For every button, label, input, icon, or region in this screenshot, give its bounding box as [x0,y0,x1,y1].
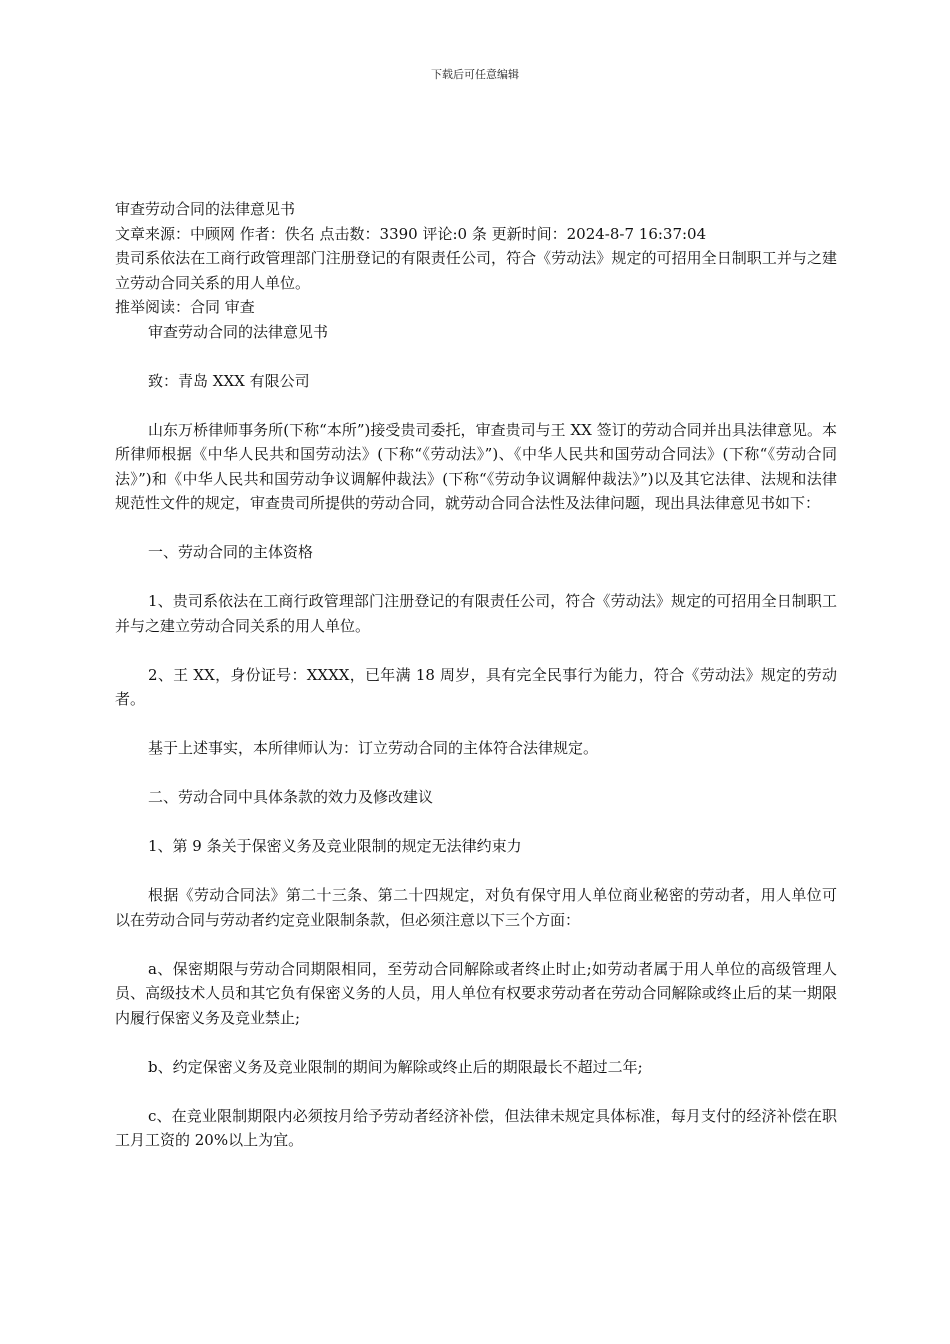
article-summary: 贵司系依法在工商行政管理部门注册登记的有限责任公司，符合《劳动法》规定的可招用全日制职工并与之建立劳动合同关系的用人单位。 [115,249,837,292]
opening-paragraph: 山东万桥律师事务所(下称“本所”)接受贵司委托，审查贵司与王 XX 签订的劳动合同并出具法律意见。本所律师根据《中华人民共和国劳动法》(下称“《劳动法》”)、《中华人民共和国劳动合同法》(下称“《劳动合同法》”)和《中华人民共和国劳动争议调解仲裁法》(下称“《劳动争议调解仲裁法》”)以及其它法律、法规和法律规范性文件的规定，审查贵司所提供的劳动合同，就劳动合同合法性及法律问题，现出具法律意见书如下： [115,420,837,512]
article-title: 审查劳动合同的法律意见书 [115,200,296,218]
point-c: c、在竞业限制期限内必须按月给予劳动者经济补偿，但法律未规定具体标准，每月支付的经济补偿在职工月工资的 20%以上为宜。 [115,1106,837,1149]
section1-item-employee: 2、王 XX，身份证号：XXXX，已年满 18 周岁，具有完全民事行为能力，符合《劳动法》规定的劳动者。 [115,665,837,708]
section1-conclusion: 基于上述事实，本所律师认为：订立劳动合同的主体符合法律规定。 [148,739,599,757]
section1-item-employer: 1、贵司系依法在工商行政管理部门注册登记的有限责任公司，符合《劳动法》规定的可招用全日制职工并与之建立劳动合同关系的用人单位。 [115,592,837,635]
section-heading-clause-validity: 二、劳动合同中具体条款的效力及修改建议 [148,788,434,806]
section2-item-confidentiality: 1、第 9 条关于保密义务及竞业限制的规定无法律约束力 [148,837,522,855]
point-b: b、约定保密义务及竞业限制的期间为解除或终止后的期限最长不超过二年; [148,1057,643,1076]
section-heading-subject-qualification: 一、劳动合同的主体资格 [148,543,314,561]
article-meta: 文章来源：中顾网 作者：佚名 点击数：3390 评论:0 条 更新时间：2024-8-7 16:37:04 [115,224,707,243]
recommended-reading: 推举阅读：合同 审查 [115,298,255,316]
addressee: 致：青岛 XXX 有限公司 [148,371,310,390]
section2-legal-basis: 根据《劳动合同法》第二十三条、第二十四规定，对负有保守用人单位商业秘密的劳动者，用人单位可以在劳动合同与劳动者约定竞业限制条款，但必须注意以下三个方面： [115,886,837,929]
document-body [115,197,837,1177]
document-title: 审查劳动合同的法律意见书 [148,322,329,341]
point-a: a、保密期限与劳动合同期限相同，至劳动合同解除或者终止时止;如劳动者属于用人单位的高级管理人员、高级技术人员和其它负有保密义务的人员，用人单位有权要求劳动者在劳动合同解除或终止后的某一期限内履行保密义务及竞业禁止; [115,959,837,1027]
page-header-note: 下载后可任意编辑 [431,68,519,81]
